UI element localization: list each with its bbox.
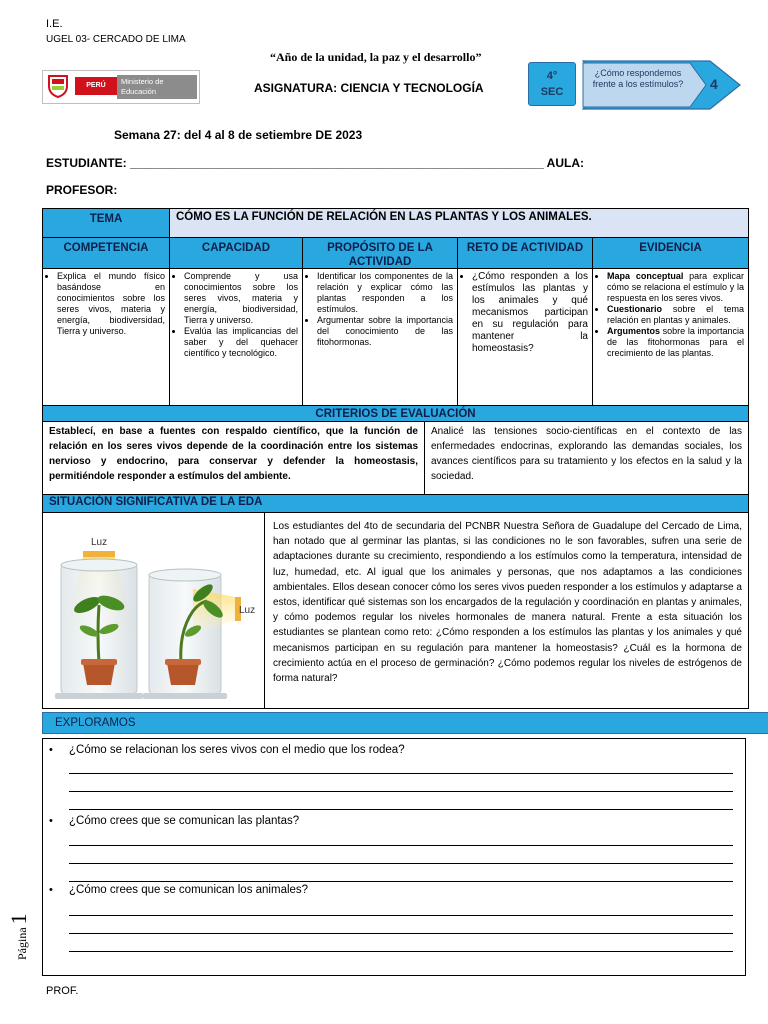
- plants-light-illustration: [43, 513, 264, 708]
- capacidad-item: • Evalúa las implicancias del saber y del quehacer científico y tecnológico.: [184, 326, 298, 359]
- answer-line[interactable]: [69, 809, 733, 810]
- question-1: ¿Cómo se relacionan los seres vivos con el medio que los rodea?: [69, 744, 405, 756]
- subject-title: ASIGNATURA: CIENCIA Y TECNOLOGÍA: [254, 81, 484, 95]
- competencia-cell: [42, 268, 170, 406]
- peru-label: PERÚ: [75, 77, 117, 95]
- answer-line[interactable]: [69, 773, 733, 774]
- ministry-logo: [42, 70, 200, 104]
- bullet: •: [49, 884, 53, 896]
- header-reto: RETO DE ACTIVIDAD: [457, 237, 593, 269]
- criterio-2: Analicé las tensiones socio-científicas en el contexto de las enfermedades endocrinas, explorando las demandas sociales, los avances científicos para su tratamiento y los efectos en la salud y la sociedad.: [424, 421, 749, 495]
- reto-cell: [457, 268, 593, 406]
- bullet: •: [49, 744, 53, 756]
- situacion-header: SITUACIÓN SIGNIFICATIVA DE LA EDA: [42, 494, 749, 513]
- evidencia-item: • Mapa conceptual para explicar cómo se relaciona el estímulo y la respuesta en los seres vivos.: [607, 271, 744, 304]
- peru-shield-icon: [45, 73, 71, 99]
- light-label-2: Luz: [239, 605, 256, 616]
- page-word: Página: [15, 927, 29, 960]
- school-label: I.E.: [46, 18, 63, 30]
- question-badge-text: ¿Cómo respondemos frente a los estímulos?: [592, 68, 684, 89]
- tema-value: CÓMO ES LA FUNCIÓN DE RELACIÓN EN LAS PLANTAS Y LOS ANIMALES.: [169, 208, 749, 238]
- ministry-label: Ministerio de Educación: [117, 75, 197, 99]
- reto-item: • ¿Cómo responden a los estímulos las plantas y los animales y qué mecanismos participan en su regulación para mantener la homeostasis?: [472, 271, 588, 355]
- week-label: Semana 27: del 4 al 8 de setiembre DE 2023: [114, 128, 363, 142]
- bullet: •: [49, 815, 53, 827]
- year-motto: “Año de la unidad, la paz y el desarrollo”: [270, 50, 482, 64]
- evidencia-cell: [592, 268, 749, 406]
- proposito-item: • Identificar los componentes de la relación y explicar cómo las plantas responden a los estímulos.: [317, 271, 453, 315]
- proposito-cell: [302, 268, 458, 406]
- grade-value: 4°: [546, 70, 558, 82]
- teacher-label: PROFESOR:: [46, 183, 118, 197]
- capacidad-item: • Comprende y usa conocimientos sobre los seres vivos, materia y energía, biodiversidad, Tierra y universo.: [184, 271, 298, 326]
- proposito-item: • Argumentar sobre la importancia del conocimiento de las fitohormonas.: [317, 315, 453, 348]
- prof-footer: PROF.: [46, 985, 79, 997]
- answer-line[interactable]: [69, 791, 733, 792]
- header-proposito: PROPÓSITO DE LA ACTIVIDAD: [302, 237, 458, 269]
- questions-box: [42, 738, 746, 976]
- answer-line[interactable]: [69, 933, 733, 934]
- evidencia-item: • Argumentos sobre la importancia de las fitohormonas para el crecimiento de las plantas.: [607, 326, 744, 359]
- ugel-label: UGEL 03- CERCADO DE LIMA: [46, 34, 186, 45]
- competencia-item: • Explica el mundo físico basándose en conocimientos sobre los seres vivos, materia y energía, biodiversidad, Tierra y universo.: [57, 271, 165, 337]
- criterios-header: CRITERIOS DE EVALUACIÓN: [42, 405, 749, 422]
- question-badge: [582, 60, 742, 110]
- answer-line[interactable]: [69, 915, 733, 916]
- answer-line[interactable]: [69, 845, 733, 846]
- answer-line[interactable]: [69, 863, 733, 864]
- header-competencia: COMPETENCIA: [42, 237, 170, 269]
- criterio-1: Establecí, en base a fuentes con respaldo científico, que la función de relación en los seres vivos depende de la coordinación entre los sistemas nervioso y endocrino, para conservar y defender la homeostasis, permitiéndole responder a estímulos del ambiente.: [42, 421, 425, 495]
- evidencia-item: • Cuestionario sobre el tema relación en plantas y animales.: [607, 304, 744, 326]
- header-evidencia: EVIDENCIA: [592, 237, 749, 269]
- tema-label: TEMA: [42, 208, 170, 238]
- answer-line[interactable]: [69, 951, 733, 952]
- capacidad-cell: [169, 268, 303, 406]
- question-3: ¿Cómo crees que se comunican los animales?: [69, 884, 309, 896]
- page-number: [6, 913, 31, 960]
- light-label-1: Luz: [91, 537, 108, 548]
- answer-line[interactable]: [69, 881, 733, 882]
- grade-badge: [528, 62, 576, 106]
- student-line: ESTUDIANTE: ______________________________________________________________ AULA:: [46, 156, 584, 170]
- badge-number: 4: [710, 76, 718, 92]
- page-number-value: 1: [6, 913, 31, 925]
- situacion-text: Los estudiantes del 4to de secundaria del PCNBR Nuestra Señora de Guadalupe del Cercado de Lima, han notado que al germinar las plantas, si las condiciones no le son favorables, sufren una serie de adaptaciones durante su crecimiento, respondiendo a los estímulos como la temperatura, intensidad de luz, humedad, etc. Al igual que los animales y personas, que nos adaptamos a las condiciones ambientales. Ellos desean conocer cómo los seres vivos pueden responder a los estímulos y adaptarse a estos, identificar qué sistemas son los encargados de la regulación y coordinación en plantas y animales, y cómo podemos regular los niveles hormonales de manera natural. Frente a esta situación los estudiantes se plantean como reto: ¿Cómo responden a los estímulos las plantas y los animales y qué mecanismos participan en su regulación para mantener la homeostasis? ¿Cuál es la hormona de crecimiento actúa en el proceso de germinación? ¿Cómo podemos regular los niveles de estrógenos de forma natural?: [264, 512, 749, 709]
- header-capacidad: CAPACIDAD: [169, 237, 303, 269]
- plant-image-cell: [42, 512, 265, 709]
- question-2: ¿Cómo crees que se comunican las plantas?: [69, 815, 300, 827]
- exploramos-header: EXPLORAMOS: [42, 712, 768, 734]
- grade-section: SEC: [540, 86, 564, 98]
